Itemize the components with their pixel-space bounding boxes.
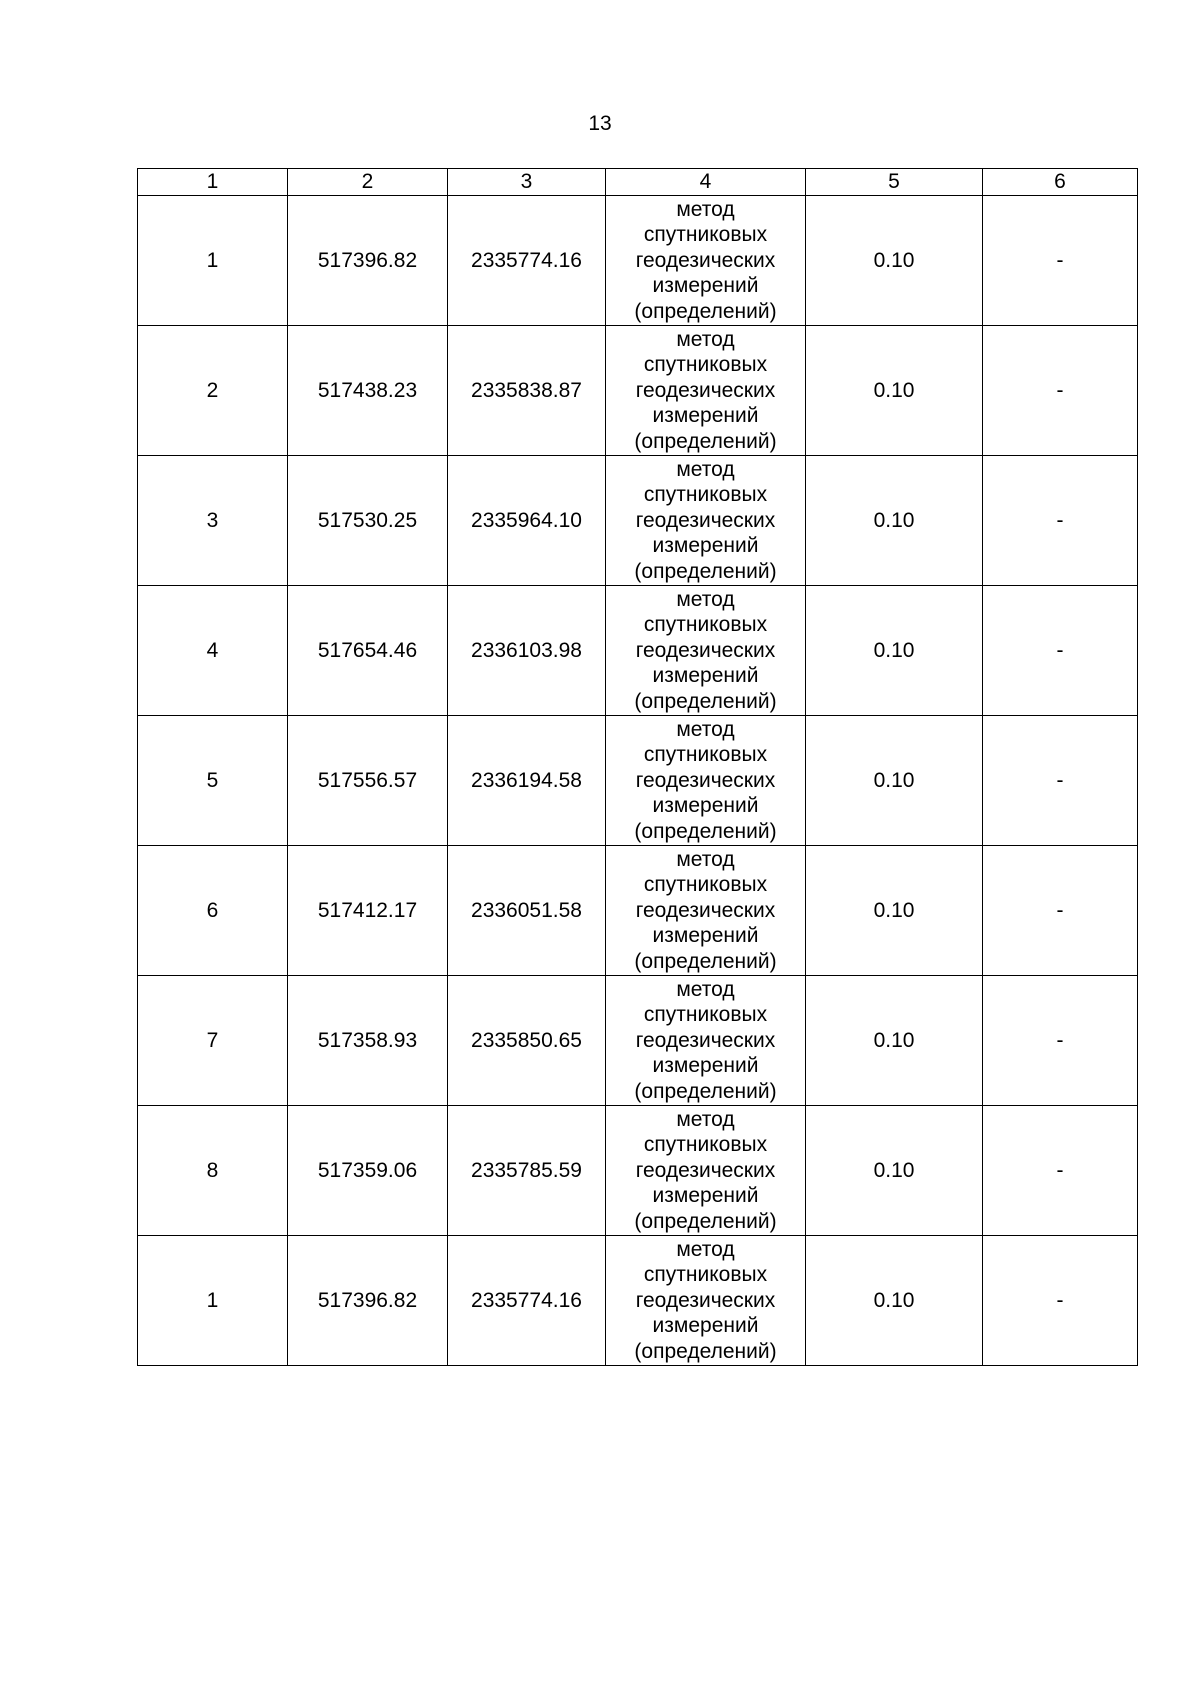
method-line: (определений) bbox=[634, 1339, 777, 1363]
method-cell bbox=[606, 1106, 806, 1236]
x-coordinate-cell: 517358.93 bbox=[288, 976, 448, 1106]
method-line: спутниковых bbox=[643, 743, 768, 767]
table-row bbox=[138, 1236, 1138, 1366]
table-row bbox=[138, 976, 1138, 1106]
method-line: метод bbox=[676, 327, 735, 351]
accuracy-cell: 0.10 bbox=[806, 1236, 983, 1366]
y-coordinate-cell: 2336051.58 bbox=[448, 846, 606, 976]
method-line: геодезических bbox=[635, 1288, 776, 1312]
method-line: (определений) bbox=[634, 1079, 777, 1103]
header-row bbox=[138, 169, 1138, 196]
method-line: геодезических bbox=[635, 638, 776, 662]
method-cell bbox=[606, 456, 806, 586]
method-line: (определений) bbox=[634, 429, 777, 453]
header-col-3: 3 bbox=[448, 169, 606, 196]
point-number-cell: 1 bbox=[138, 196, 288, 326]
x-coordinate-cell: 517654.46 bbox=[288, 586, 448, 716]
point-number-cell: 7 bbox=[138, 976, 288, 1106]
y-coordinate-cell: 2336194.58 bbox=[448, 716, 606, 846]
y-coordinate-cell: 2336103.98 bbox=[448, 586, 606, 716]
method-line: измерений bbox=[652, 1054, 759, 1078]
method-cell bbox=[606, 326, 806, 456]
method-line: измерений bbox=[652, 534, 759, 558]
coordinates-table bbox=[137, 168, 1138, 1366]
table-row bbox=[138, 716, 1138, 846]
method-line: (определений) bbox=[634, 559, 777, 583]
y-coordinate-cell: 2335774.16 bbox=[448, 196, 606, 326]
table-header bbox=[138, 169, 1138, 196]
method-line: измерений bbox=[652, 404, 759, 428]
page-number: 13 bbox=[588, 112, 612, 135]
x-coordinate-cell: 517359.06 bbox=[288, 1106, 448, 1236]
table-body bbox=[138, 196, 1138, 1366]
point-number-cell: 6 bbox=[138, 846, 288, 976]
table-row bbox=[138, 456, 1138, 586]
method-line: спутниковых bbox=[643, 873, 768, 897]
method-line: геодезических bbox=[635, 378, 776, 402]
method-line: измерений bbox=[652, 274, 759, 298]
y-coordinate-cell: 2335964.10 bbox=[448, 456, 606, 586]
point-number-cell: 2 bbox=[138, 326, 288, 456]
point-number-cell: 1 bbox=[138, 1236, 288, 1366]
x-coordinate-cell: 517412.17 bbox=[288, 846, 448, 976]
method-line: геодезических bbox=[635, 768, 776, 792]
accuracy-cell: 0.10 bbox=[806, 716, 983, 846]
note-cell: - bbox=[983, 586, 1138, 716]
accuracy-cell: 0.10 bbox=[806, 846, 983, 976]
method-line: (определений) bbox=[634, 1209, 777, 1233]
table-row bbox=[138, 846, 1138, 976]
x-coordinate-cell: 517438.23 bbox=[288, 326, 448, 456]
method-line: метод bbox=[676, 977, 735, 1001]
table-row bbox=[138, 1106, 1138, 1236]
method-line: спутниковых bbox=[643, 1263, 768, 1287]
x-coordinate-cell: 517530.25 bbox=[288, 456, 448, 586]
note-cell: - bbox=[983, 196, 1138, 326]
accuracy-cell: 0.10 bbox=[806, 196, 983, 326]
x-coordinate-cell: 517396.82 bbox=[288, 1236, 448, 1366]
method-cell bbox=[606, 846, 806, 976]
method-line: измерений bbox=[652, 1314, 759, 1338]
point-number-cell: 5 bbox=[138, 716, 288, 846]
method-line: измерений bbox=[652, 664, 759, 688]
method-line: геодезических bbox=[635, 1158, 776, 1182]
method-line: метод bbox=[676, 587, 735, 611]
method-cell bbox=[606, 716, 806, 846]
method-line: метод bbox=[676, 847, 735, 871]
note-cell: - bbox=[983, 1236, 1138, 1366]
method-line: спутниковых bbox=[643, 613, 768, 637]
point-number-cell: 3 bbox=[138, 456, 288, 586]
header-col-4: 4 bbox=[606, 169, 806, 196]
method-line: геодезических bbox=[635, 898, 776, 922]
method-line: (определений) bbox=[634, 689, 777, 713]
accuracy-cell: 0.10 bbox=[806, 1106, 983, 1236]
header-col-1: 1 bbox=[138, 169, 288, 196]
header-col-6: 6 bbox=[983, 169, 1138, 196]
method-line: спутниковых bbox=[643, 353, 768, 377]
method-cell bbox=[606, 196, 806, 326]
method-line: (определений) bbox=[634, 949, 777, 973]
method-line: спутниковых bbox=[643, 223, 768, 247]
method-cell bbox=[606, 586, 806, 716]
header-col-5: 5 bbox=[806, 169, 983, 196]
table-row bbox=[138, 196, 1138, 326]
y-coordinate-cell: 2335774.16 bbox=[448, 1236, 606, 1366]
method-line: измерений bbox=[652, 794, 759, 818]
x-coordinate-cell: 517556.57 bbox=[288, 716, 448, 846]
note-cell: - bbox=[983, 976, 1138, 1106]
method-line: метод bbox=[676, 1237, 735, 1261]
accuracy-cell: 0.10 bbox=[806, 976, 983, 1106]
method-line: спутниковых bbox=[643, 1133, 768, 1157]
method-line: метод bbox=[676, 457, 735, 481]
note-cell: - bbox=[983, 1106, 1138, 1236]
method-line: спутниковых bbox=[643, 483, 768, 507]
method-line: геодезических bbox=[635, 508, 776, 532]
method-cell bbox=[606, 976, 806, 1106]
note-cell: - bbox=[983, 846, 1138, 976]
accuracy-cell: 0.10 bbox=[806, 456, 983, 586]
accuracy-cell: 0.10 bbox=[806, 586, 983, 716]
note-cell: - bbox=[983, 326, 1138, 456]
x-coordinate-cell: 517396.82 bbox=[288, 196, 448, 326]
method-line: измерений bbox=[652, 924, 759, 948]
method-line: метод bbox=[676, 197, 735, 221]
method-line: геодезических bbox=[635, 1028, 776, 1052]
method-line: измерений bbox=[652, 1184, 759, 1208]
note-cell: - bbox=[983, 716, 1138, 846]
method-line: геодезических bbox=[635, 248, 776, 272]
point-number-cell: 8 bbox=[138, 1106, 288, 1236]
method-line: метод bbox=[676, 1107, 735, 1131]
table-row bbox=[138, 586, 1138, 716]
point-number-cell: 4 bbox=[138, 586, 288, 716]
y-coordinate-cell: 2335838.87 bbox=[448, 326, 606, 456]
accuracy-cell: 0.10 bbox=[806, 326, 983, 456]
note-cell: - bbox=[983, 456, 1138, 586]
header-col-2: 2 bbox=[288, 169, 448, 196]
method-cell bbox=[606, 1236, 806, 1366]
table-row bbox=[138, 326, 1138, 456]
method-line: спутниковых bbox=[643, 1003, 768, 1027]
method-line: (определений) bbox=[634, 819, 777, 843]
y-coordinate-cell: 2335850.65 bbox=[448, 976, 606, 1106]
method-line: метод bbox=[676, 717, 735, 741]
y-coordinate-cell: 2335785.59 bbox=[448, 1106, 606, 1236]
method-line: (определений) bbox=[634, 299, 777, 323]
